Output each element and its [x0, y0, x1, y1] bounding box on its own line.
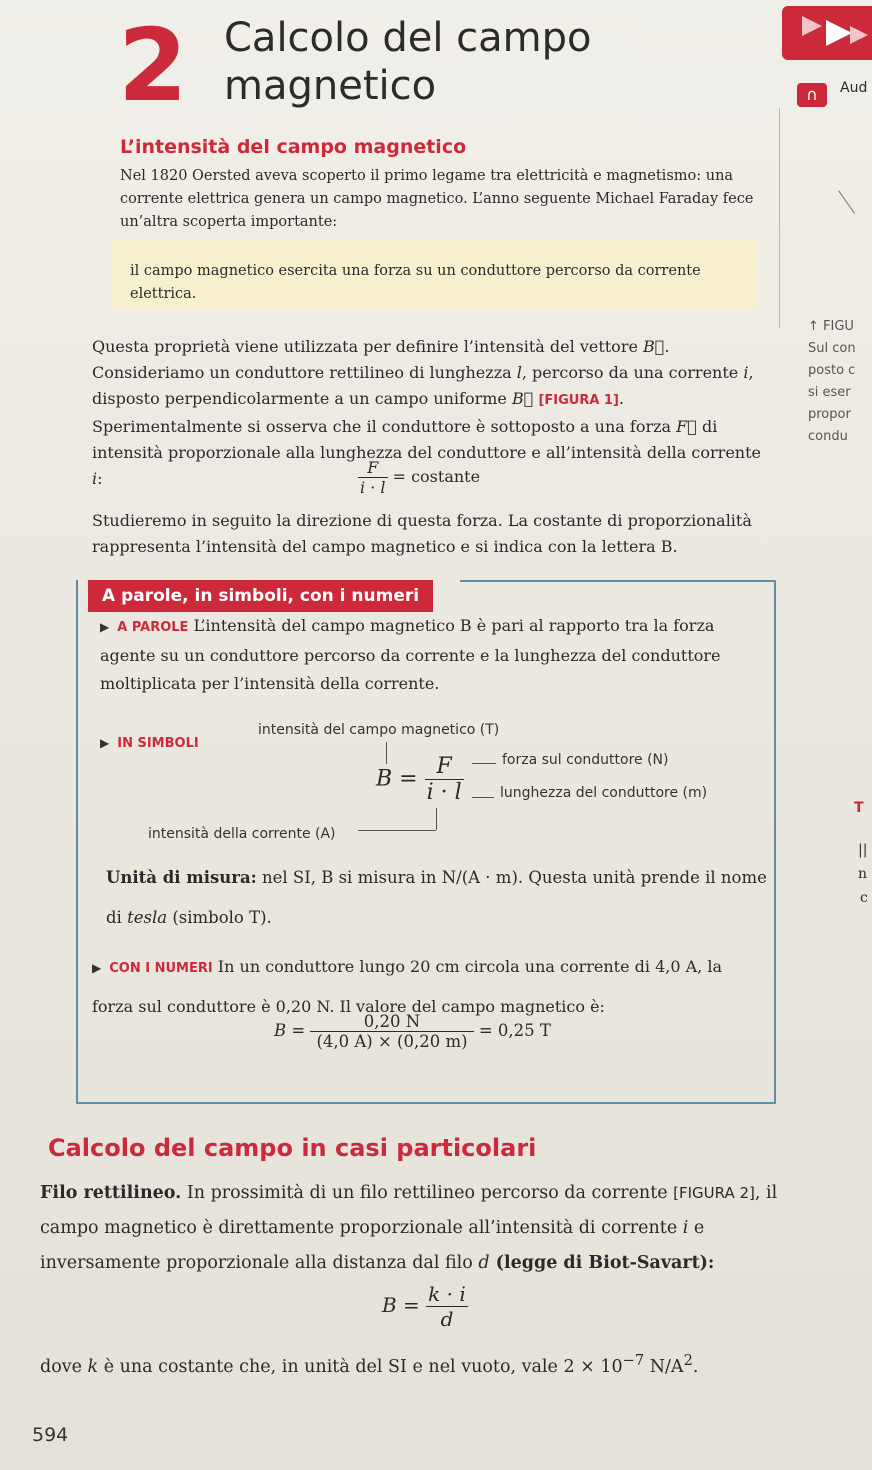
study-paragraph: Studieremo in seguito la direzione di questa forza. La costante di proporzionalità rappresenta l’intensità del campo magnetico e si indica con la lettera B. [92, 511, 752, 556]
margin-divider [779, 108, 780, 328]
in-simboli-label: ▶ IN SIMBOLI [100, 736, 199, 751]
figure-2-ref[interactable]: [FIGURA 2] [673, 1184, 755, 1202]
margin-mark [838, 190, 855, 214]
annotation-i: intensità della corrente (A) [148, 826, 336, 842]
digital-content-icon[interactable] [782, 6, 872, 60]
connector-i-v [436, 808, 437, 830]
margin-fragment: || [858, 842, 868, 858]
summary-box-top-border [460, 580, 776, 582]
chapter-title-line2: magnetico [224, 63, 437, 109]
constant-paragraph: dove k è una costante che, in unità del SI e nel vuoto, vale $2 \times 10^{-7}$ $N/A^2$. [40, 1352, 699, 1377]
bullet-icon: ▶ [92, 961, 102, 975]
margin-fragment: n [858, 866, 868, 882]
con-i-numeri-text: ▶ CON I NUMERI In un conduttore lungo 20 cm circola una corrente di 4,0 A, la forza sul conduttore è 0,20 N. Il valore del campo magnetico è: [92, 957, 722, 1016]
margin-figure-caption: ↑ FIGU Sul con posto c si eser propor condu [808, 319, 856, 444]
example-formula: B = $\frac{0,20 N}{(4,0 A) \times (0,20 m)}$ = 0,25 T [274, 1012, 551, 1051]
units-paragraph: Unità di misura: nel SI, B si misura in N/(A · m). Questa unità prende il nome di tesla (simbolo T). [106, 868, 767, 927]
connector-i-h [358, 830, 436, 831]
chapter-number: 2 [118, 7, 188, 124]
chapter-title-line1: Calcolo del campo [224, 15, 592, 61]
figure-1-ref[interactable]: [FIGURA 1] [538, 393, 619, 408]
section-title-intensity: L’intensità del campo magnetico [120, 136, 467, 158]
biot-savart-formula: B = $\frac{k \cdot i}{d}$ [382, 1282, 466, 1331]
annotation-f: forza sul conduttore (N) [502, 752, 669, 768]
annotation-l: lunghezza del conduttore (m) [500, 785, 708, 801]
con-i-numeri-label: CON I NUMERI [109, 961, 213, 976]
definition-paragraph: Questa proprietà viene utilizzata per definire l’intensità del vettore B⃗. Consideriamo un conduttore rettilineo di lunghezza l, percorso da una corrente i, disposto perpendicolarmente a un campo uniforme B⃗ [FIGURA 1]. Sperimentalmente si osserva che il conduttore è sottoposto a una forza F⃗ di intensità proporzionale alla lunghezza del conduttore e all’intensità della corrente i: [92, 337, 761, 488]
a-parole-text: ▶ A PAROLE L’intensità del campo magnetico B è pari al rapporto tra la forza agente su un conduttore percorso da corrente e la lunghezza del conduttore moltiplicata per l’intensità della corrente. [100, 616, 721, 693]
faraday-statement: il campo magnetico esercita una forza su un conduttore percorso da corrente elettrica. [130, 262, 701, 302]
annotation-b: intensità del campo magnetico (T) [258, 722, 500, 738]
headphones-icon[interactable]: ∩ [797, 83, 827, 107]
bullet-icon: ▶ [100, 620, 110, 634]
play-arrows-icon [782, 6, 872, 60]
section-title-special-cases: Calcolo del campo in casi particolari [48, 1134, 537, 1162]
page-number: 594 [32, 1424, 69, 1446]
biot-savart-paragraph: Filo rettilineo. In prossimità di un filo rettilineo percorso da corrente [FIGURA 2], il campo magnetico è direttamente proporzionale all’intensità di corrente i e inversamente proporzionale alla distanza dal filo d (legge di Biot-Savart): [40, 1183, 778, 1273]
margin-fragment: c [860, 890, 868, 906]
chapter-title [224, 14, 591, 110]
audio-label[interactable]: Aud [840, 80, 868, 96]
margin-fragment: T [854, 800, 864, 816]
bullet-icon: ▶ [100, 736, 110, 750]
a-parole-label: A PAROLE [117, 620, 189, 635]
summary-box-tab: A parole, in simboli, con i numeri [88, 580, 433, 612]
proportionality-formula: $\frac{F}{i \cdot l}$ = costante [360, 458, 481, 497]
connector-f [472, 763, 496, 764]
intro-paragraph: Nel 1820 Oersted aveva scoperto il primo legame tra elettricità e magnetismo: una corrente elettrica genera un campo magnetico. L’anno seguente Michael Faraday fece un’altra scoperta importante: [120, 167, 754, 230]
connector-l [472, 797, 494, 798]
field-formula: B = $\frac{F}{i \cdot l}$ [376, 754, 462, 805]
